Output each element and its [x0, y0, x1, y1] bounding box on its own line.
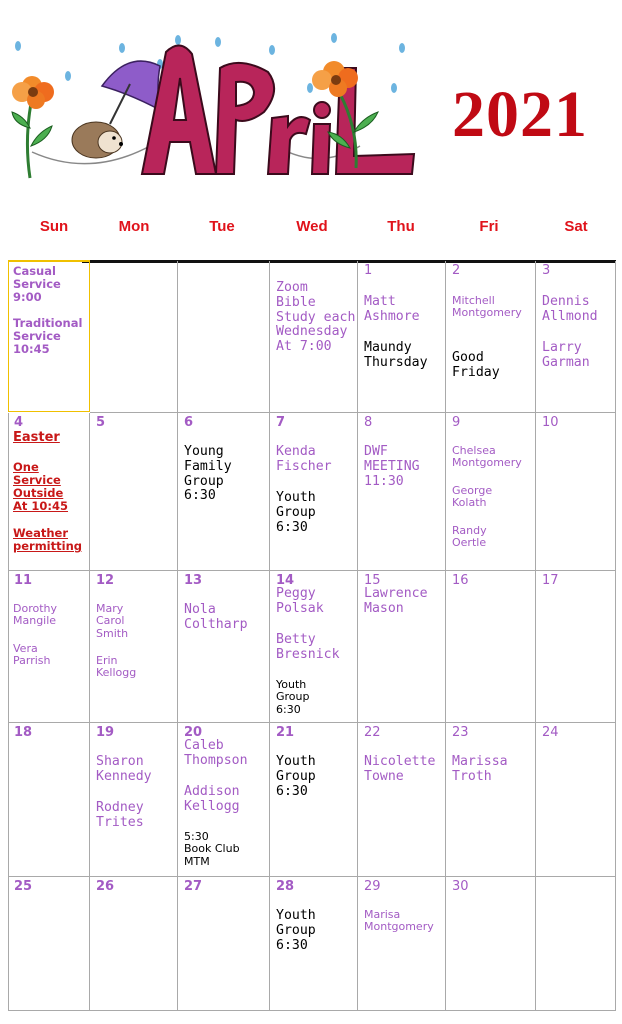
- day-cell-9: [446, 413, 536, 571]
- birthday-name: Dennis Allmond: [542, 294, 598, 324]
- weekday-mon: Mon: [118, 218, 150, 235]
- year-title: 2021: [452, 78, 588, 151]
- service-note: One Service Outside At 10:45: [13, 460, 69, 513]
- day-number: 9: [452, 415, 461, 430]
- day-cell-3: [536, 261, 616, 413]
- day-number: 27: [184, 879, 203, 894]
- day-number: 29: [364, 879, 381, 894]
- weekday-sat: Sat: [564, 218, 588, 235]
- day-cell-8: [358, 413, 446, 571]
- day-cell-11: [8, 571, 90, 723]
- birthday-name: Larry Garman: [542, 340, 590, 370]
- birthday-name: Nicolette Towne: [364, 754, 436, 784]
- birthday-name: Betty Bresnick: [276, 632, 340, 662]
- weekday-fri: Fri: [479, 218, 499, 235]
- weekday-thu: Thu: [387, 218, 415, 235]
- day-number: 7: [276, 415, 286, 430]
- day-cell-4: [8, 413, 90, 571]
- birthday-name: Sharon Kennedy: [96, 754, 152, 784]
- day-cell-17: [536, 571, 616, 723]
- day-cell-6: [178, 413, 270, 571]
- birthday-name: Caleb Thompson: [184, 738, 248, 768]
- day-number: 24: [542, 725, 559, 740]
- day-cell-13: [178, 571, 270, 723]
- day-cell-20: [178, 723, 270, 877]
- day-cell-10: [536, 413, 616, 571]
- birthday-name: Dorothy Mangile: [13, 602, 58, 628]
- day-number: 11: [14, 573, 33, 588]
- birthday-name: Randy Oertle: [452, 524, 487, 550]
- birthday-name: Rodney Trites: [96, 800, 144, 830]
- event-note: 5:30 Book Club MTM: [184, 830, 240, 868]
- calendar-grid: [8, 261, 616, 1011]
- day-cell-26: [90, 877, 178, 1011]
- day-cell-empty-sat-w5: [536, 877, 616, 1011]
- birthday-name: Marissa Troth: [452, 754, 508, 784]
- day-number: 16: [452, 573, 469, 588]
- day-number: 3: [542, 263, 551, 278]
- day-cell-25: [8, 877, 90, 1011]
- birthday-name: Mitchell Montgomery: [452, 294, 522, 320]
- zoom-bible-study-note: Zoom Bible Study each Wednesday At 7:00: [276, 280, 356, 355]
- birthday-name: Erin Kellogg: [96, 654, 137, 680]
- day-cell-tue-w1: [178, 261, 270, 413]
- birthday-name: Peggy Polsak: [276, 586, 324, 616]
- weekday-wed: Wed: [296, 218, 328, 235]
- birthday-name: Vera Parrish: [13, 642, 51, 668]
- day-number: 6: [184, 415, 194, 430]
- weather-note: Weather permitting: [13, 526, 82, 553]
- day-number: 25: [14, 879, 33, 894]
- day-cell-5: [90, 413, 178, 571]
- first-cell-highlight-frame: [8, 260, 90, 412]
- event-note: DWF MEETING 11:30: [364, 444, 420, 489]
- day-cell-28: [270, 877, 358, 1011]
- weekday-sun: Sun: [39, 218, 69, 235]
- event-note: Young Family Group 6:30: [184, 444, 232, 504]
- day-number: 26: [96, 879, 115, 894]
- event-note: Youth Group 6:30: [276, 678, 310, 716]
- day-number: 13: [184, 573, 203, 588]
- birthday-name: Kenda Fischer: [276, 444, 332, 474]
- day-cell-21: [270, 723, 358, 877]
- weekday-tue: Tue: [209, 218, 235, 235]
- event-note: Good Friday: [452, 350, 500, 380]
- day-cell-19: [90, 723, 178, 877]
- day-cell-22: [358, 723, 446, 877]
- day-number: 23: [452, 725, 469, 740]
- day-number: 1: [364, 263, 373, 278]
- birthday-name: George Kolath: [452, 484, 493, 510]
- casual-service-note: Casual Service 9:00: [13, 264, 61, 304]
- day-number: 8: [364, 415, 373, 430]
- day-number: 14: [276, 573, 295, 588]
- day-cell-wed-w1: [270, 261, 358, 413]
- day-cell-24: [536, 723, 616, 877]
- birthday-name: Marisa Montgomery: [364, 908, 434, 934]
- day-number: 17: [542, 573, 559, 588]
- weekday-header-row: [8, 218, 616, 238]
- day-cell-12: [90, 571, 178, 723]
- event-note: Youth Group 6:30: [276, 754, 316, 799]
- birthday-name: Matt Ashmore: [364, 294, 420, 324]
- day-number: 21: [276, 725, 295, 740]
- day-cell-18: [8, 723, 90, 877]
- easter-label: Easter: [13, 430, 60, 445]
- day-cell-15: [358, 571, 446, 723]
- day-number: 20: [184, 725, 203, 740]
- day-number: 10: [542, 415, 559, 430]
- event-note: Youth Group 6:30: [276, 490, 316, 535]
- day-number: 28: [276, 879, 295, 894]
- day-cell-mon-w1: [90, 261, 178, 413]
- day-cell-29: [358, 877, 446, 1011]
- day-cell-2: [446, 261, 536, 413]
- day-number: 5: [96, 415, 106, 430]
- april-banner-illustration: [10, 28, 428, 180]
- day-number: 22: [364, 725, 381, 740]
- day-number: 4: [14, 415, 24, 430]
- day-number: 30: [452, 879, 469, 894]
- day-number: 12: [96, 573, 115, 588]
- day-cell-30: [446, 877, 536, 1011]
- day-cell-14: [270, 571, 358, 723]
- day-cell-7: [270, 413, 358, 571]
- birthday-name: Addison Kellogg: [184, 784, 240, 814]
- day-number: 19: [96, 725, 115, 740]
- traditional-service-note: Traditional Service 10:45: [13, 316, 83, 356]
- day-cell-23: [446, 723, 536, 877]
- day-number: 2: [452, 263, 461, 278]
- event-note: Youth Group 6:30: [276, 908, 316, 953]
- event-note: Maundy Thursday: [364, 340, 428, 370]
- birthday-name: Mary Carol Smith: [96, 602, 129, 640]
- grid-left-border: [8, 413, 9, 1011]
- day-number: 18: [14, 725, 33, 740]
- day-cell-1: [358, 261, 446, 413]
- birthday-name: Nola Coltharp: [184, 602, 248, 632]
- birthday-name: Chelsea Montgomery: [452, 444, 522, 470]
- day-cell-16: [446, 571, 536, 723]
- day-number: 15: [364, 573, 381, 588]
- birthday-name: Lawrence Mason: [364, 586, 428, 616]
- day-cell-27: [178, 877, 270, 1011]
